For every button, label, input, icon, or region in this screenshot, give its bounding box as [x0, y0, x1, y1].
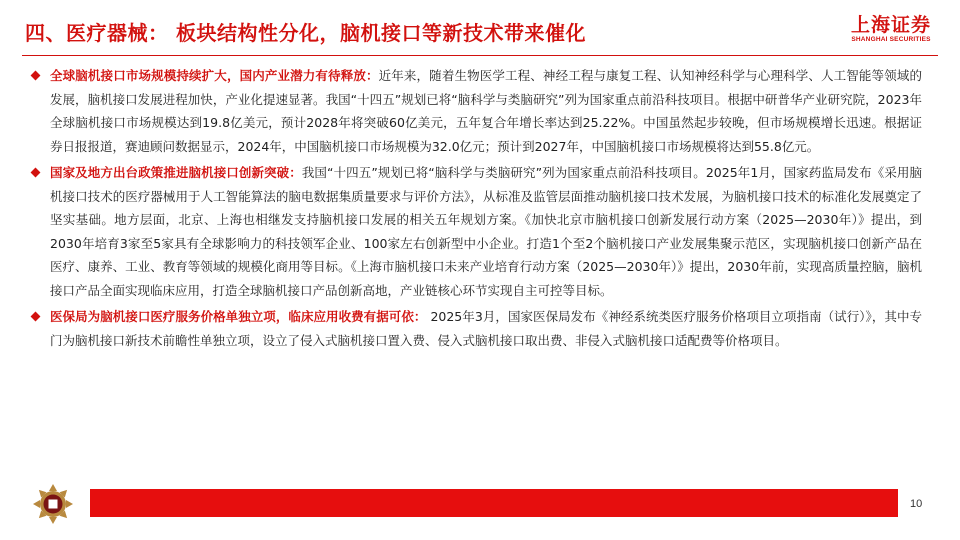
diamond-bullet-icon — [31, 312, 41, 322]
paragraph-lead: 国家及地方出台政策推进脑机接口创新突破： — [50, 165, 302, 180]
paragraph-policy — [32, 161, 922, 302]
diamond-bullet-icon — [31, 168, 41, 178]
page-number: 10 — [910, 498, 923, 510]
header-divider — [22, 55, 938, 56]
brand-logo — [846, 14, 936, 43]
paragraph-text: 近年来，随着生物医学工程、神经工程与康复工程、认知神经科学与心理科学、人工智能等领域的发展，脑机接口发展进程加快，产业化提速显著。我国“十四五”规划已将“脑科学与类脑研究”列为国家重点前沿科技项目。根据中研普华产业研究院，2023年全球脑机接口市场规模达到19.8亿美元，预计2028年将突破60亿美元，五年复合年增长率达到25.22%。中国虽然起步较晚，但市场规模增长迅速。根据证券日报报道，赛迪顾问数据显示，2024年，中国脑机接口市场规模为32.0亿元；预计到2027年，中国脑机接口市场规模将达到55.8亿元。 — [50, 68, 922, 154]
slide-title: 四、医疗器械： 板块结构性分化，脑机接口等新技术带来催化 — [25, 21, 586, 45]
paragraph-market-size — [32, 64, 922, 158]
logo-english-text: SHANGHAI SECURITIES — [851, 36, 931, 43]
paragraph-text: 我国“十四五”规划已将“脑科学与类脑研究”列为国家重点前沿科技项目。2025年1月，国家药监局发布《采用脑机接口技术的医疗器械用于人工智能算法的脑电数据集质量要求与评价方法》，从标准及监管层面推动脑机接口技术发展，为脑机接口技术的标准化发展奠定了坚实基础。地方层面，北京、上海也相继发支持脑机接口发展的相关五年规划方案。《加快北京市脑机接口创新发展行动方案（2025—2030年）》提出，到2030年培育3家至5家具有全球影响力的科技领军企业、100家左右创新型中小企业。打造1个至2个脑机接口产业发展集聚示范区，实现脑机接口创新产品在医疗、康养、工业、教育等领域的规模化商用等目标。《上海市脑机接口未来产业培育行动方案（2025—2030年）》提出，2030年前，实现高质量控脑，脑机接口产品全面实现临床应用，打造全球脑机接口产品创新高地，产业链核心环节实现自主可控等目标。 — [50, 165, 922, 298]
paragraph-text: 2025年3月，国家医保局发布《神经系统类医疗服务价格项目立项指南（试行）》，其中专门为脑机接口新技术前瞻性单独立项，设立了侵入式脑机接口置入费、侵入式脑机接口取出费、非侵入式脑机接口适配费等价格项目。 — [50, 309, 922, 348]
medal-emblem-icon — [32, 483, 74, 525]
logo-chinese-text: 上海证券 — [850, 14, 931, 36]
content-body — [32, 64, 922, 355]
diamond-bullet-icon — [31, 71, 41, 81]
footer-bar — [90, 489, 898, 517]
paragraph-lead: 全球脑机接口市场规模持续扩大，国内产业潜力有待释放： — [50, 68, 379, 83]
paragraph-lead: 医保局为脑机接口医疗服务价格单独立项，临床应用收费有据可依： — [50, 309, 427, 324]
paragraph-pricing — [32, 305, 922, 352]
